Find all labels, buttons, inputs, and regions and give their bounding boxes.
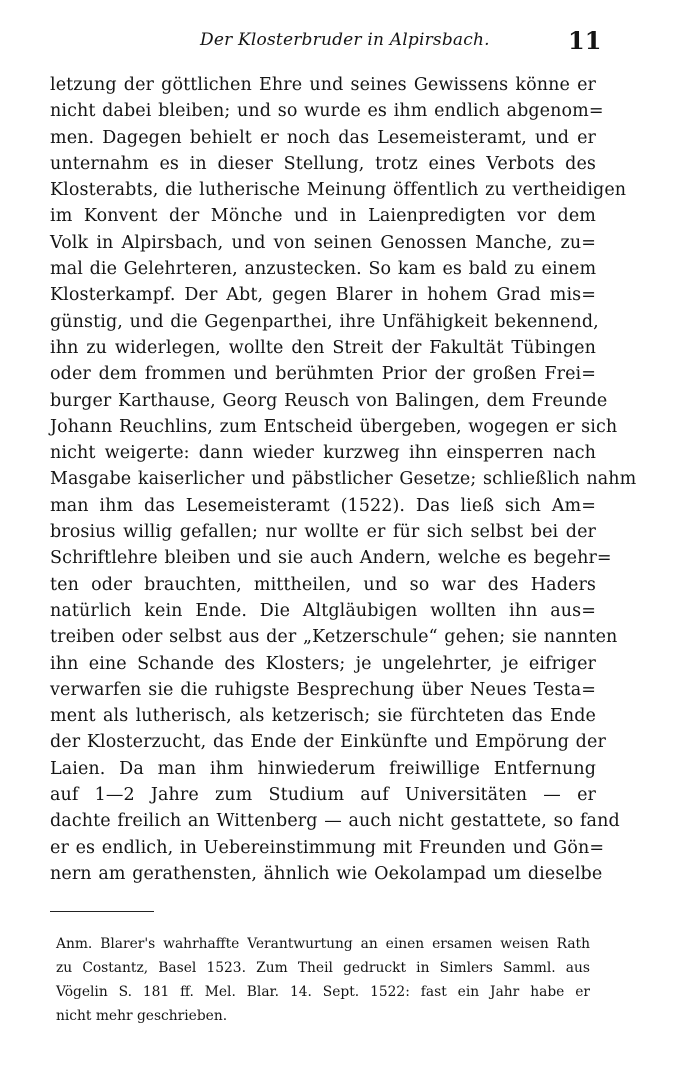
text-line: natürlich kein Ende. Die Altgläubigen wollten ihn aus= xyxy=(50,600,596,621)
text-line: men. Dagegen behielt er noch das Lesemeisteramt, und er xyxy=(50,127,596,148)
footnote-line: zu Costantz, Basel 1523. Zum Theil gedruckt in Simlers Samml. aus xyxy=(56,960,590,976)
page-number: 11 xyxy=(568,26,602,55)
text-line: brosius willig gefallen; nur wollte er für sich selbst bei der xyxy=(50,522,596,543)
text-line: mal die Gelehrteren, anzustecken. So kam es bald zu einem xyxy=(50,259,597,280)
text-line: auf 1—2 Jahre zum Studium auf Universitäten — er xyxy=(50,785,596,806)
text-line: ment als lutherisch, als ketzerisch; sie fürchteten das Ende xyxy=(50,706,596,727)
text-line: Klosterkampf. Der Abt, gegen Blarer in hohem Grad mis= xyxy=(50,285,596,306)
text-line: dachte freilich an Wittenberg — auch nicht gestattete, so fand xyxy=(50,811,620,832)
text-line: ten oder brauchten, mittheilen, und so war des Haders xyxy=(50,574,596,595)
text-line: Johann Reuchlins, zum Entscheid übergeben, wogegen er sich xyxy=(50,416,618,437)
text-line: der Klosterzucht, das Ende der Einkünfte und Empörung der xyxy=(50,732,606,753)
text-line: unternahm es in dieser Stellung, trotz eines Verbots des xyxy=(50,153,596,174)
text-line: Klosterabts, die lutherische Meinung öffentlich zu vertheidigen xyxy=(50,180,627,201)
text-line: im Konvent der Mönche und in Laienpredigten vor dem xyxy=(50,206,596,227)
text-line: letzung der göttlichen Ehre und seines Gewissens könne er xyxy=(50,75,596,95)
text-line: Laien. Da man ihm hinwiederum freiwillige Entfernung xyxy=(50,758,596,779)
footnote-line: nicht mehr geschrieben. xyxy=(56,1008,228,1024)
text-line: nicht weigerte: dann wieder kurzweg ihn einsperren nach xyxy=(50,443,596,464)
text-line: ihn eine Schande des Klosters; je ungelehrter, je eifriger xyxy=(50,653,596,674)
body-text xyxy=(50,72,637,887)
text-line: nicht dabei bleiben; und so wurde es ihm endlich abgenom= xyxy=(50,101,604,122)
text-line: burger Karthause, Georg Reusch von Balingen, dem Freunde xyxy=(50,390,608,411)
text-line: Schriftlehre bleiben und sie auch Andern, welche es begehr= xyxy=(50,548,612,569)
text-line: günstig, und die Gegenparthei, ihre Unfähigkeit bekennend, xyxy=(50,311,599,332)
text-line: man ihm das Lesemeisteramt (1522). Das ließ sich Am= xyxy=(50,495,596,516)
text-line: Masgabe kaiserlicher und päbstlicher Gesetze; schließlich nahm xyxy=(50,469,637,490)
footnote xyxy=(56,932,590,1028)
text-line: Volk in Alpirsbach, und von seinen Genossen Manche, zu= xyxy=(50,232,596,253)
footnote-divider xyxy=(50,911,154,912)
text-line: er es endlich, in Uebereinstimmung mit Freunden und Gön= xyxy=(50,837,605,858)
running-head: Der Klosterbruder in Alpirsbach. xyxy=(200,30,490,50)
footnote-line: Vögelin S. 181 ff. Mel. Blar. 14. Sept. 1522: fast ein Jahr habe er xyxy=(56,984,590,1000)
text-line: ihn zu widerlegen, wollte den Streit der Fakultät Tübingen xyxy=(50,337,596,358)
footnote-line: Anm. Blarer's wahrhaffte Verantwurtung an einen ersamen weisen Rath xyxy=(56,936,590,952)
text-line: verwarfen sie die ruhigste Besprechung über Neues Testa= xyxy=(50,679,596,700)
text-line: nern am gerathensten, ähnlich wie Oekolampad um dieselbe xyxy=(50,863,603,884)
text-line: treiben oder selbst aus der „Ketzerschule“ gehen; sie nannten xyxy=(50,627,618,648)
text-line: oder dem frommen und berühmten Prior der großen Frei= xyxy=(50,364,596,385)
